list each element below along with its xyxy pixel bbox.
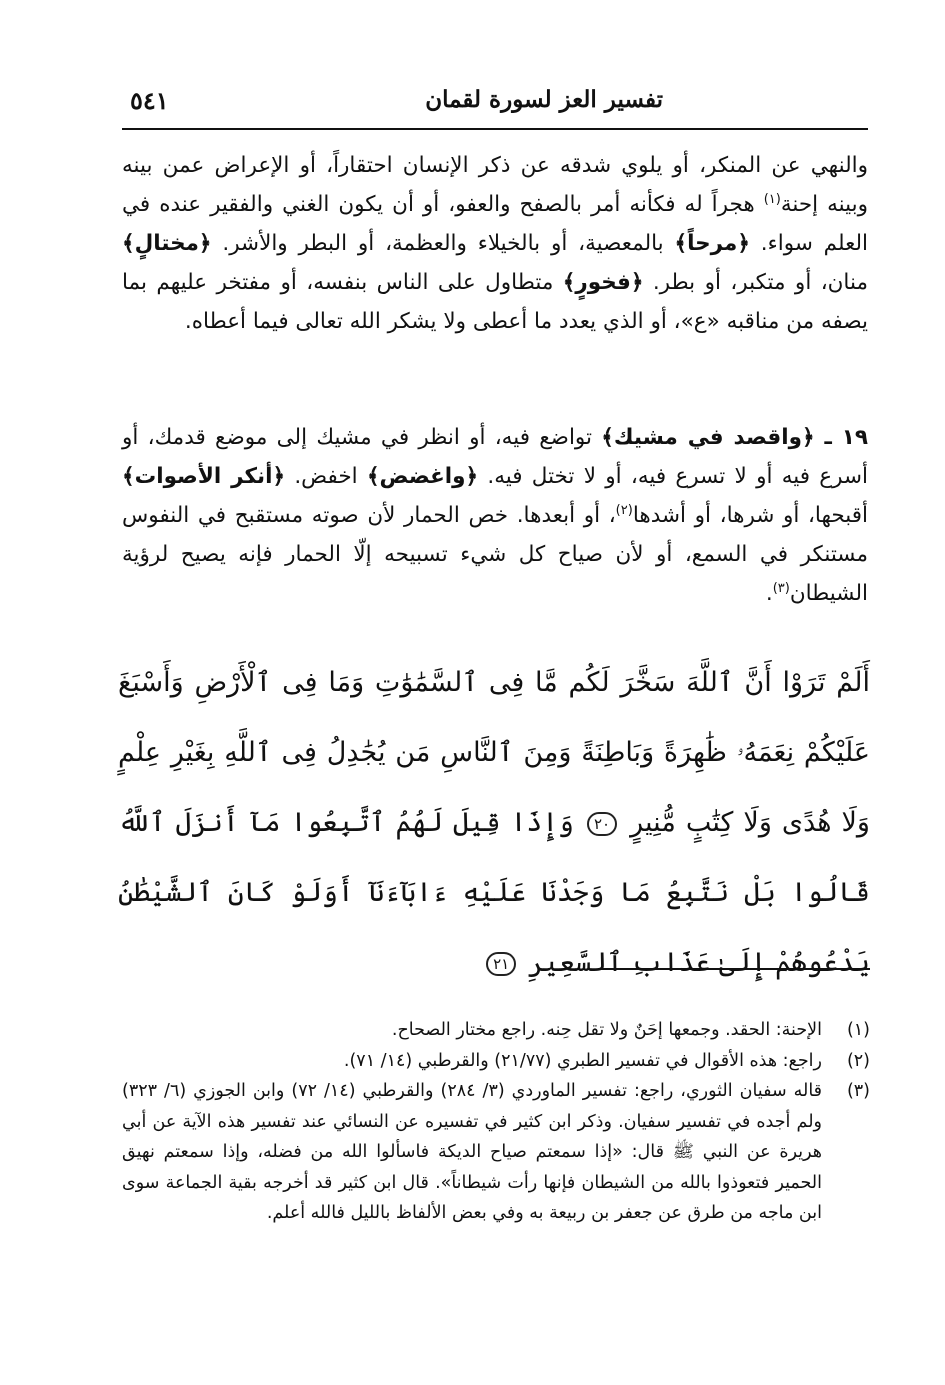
running-header — [122, 78, 868, 130]
text-run: والنهي عن المنكر، أو يلوي شدقه عن ذكر الإنسان احتقاراً، أو الإعراض عمن بينه وبينه إحنة — [122, 153, 868, 217]
footnote-item — [122, 1015, 870, 1046]
header-title: تفسير العز لسورة لقمان — [425, 86, 663, 113]
text-run: هجراً له فكأنه أمر بالصفح والعفو، أو أن يكون الغني والفقير عنده في العلم سواء. — [122, 192, 868, 256]
footnote-number: (٢) — [846, 1050, 870, 1071]
footnote-number: (١) — [846, 1020, 870, 1040]
footnotes — [122, 1015, 870, 1229]
footnote-ref-3: (٣) — [772, 580, 790, 596]
footnote-number: (٣) — [846, 1081, 870, 1101]
text-run: بالمعصية، أو بالخيلاء والعظمة، أو البطر والأشر. — [211, 231, 675, 256]
footnote-ref-2: (٢) — [615, 502, 633, 518]
ayah-number-marker: ٢١ — [486, 952, 516, 976]
quranic-term: ﴿فخورٍ﴾ — [562, 270, 644, 295]
text-run: . — [765, 581, 773, 606]
footnote-item — [122, 1076, 870, 1229]
quranic-term: ﴿مختالٍ﴾ — [122, 231, 212, 256]
ayah-number-marker: ٢٠ — [587, 812, 617, 836]
quranic-term: ﴿أنكر الأصوات﴾ — [122, 464, 286, 489]
text-run: متطاول على الناس بنفسه، أو مفتخر عليهم بما يصفه من مناقبه «ع»، أو الذي يعدد ما أعطى ولا يشكر الله تعالى فيما أعطاه. — [122, 270, 868, 334]
quran-verses — [118, 648, 870, 998]
footnote-text: الإحنة: الحقد. وجمعها إحَنٌ ولا تقل حِنه. راجع مختار الصحاح. — [391, 1020, 822, 1040]
footnote-separator — [598, 968, 870, 970]
footnote-text: قاله سفيان الثوري، راجع: تفسير الماوردي (٣/ ٢٨٤) والقرطبي (١٤/ ٧٢) وابن الجوزي (٦/ ٣٢٣) ولم أجده في تفسير سفيان. وذكر ابن كثير في تفسيره عن النسائي عند تفسير هذه الآية عن أبي هريرة عن النبي ﷺ قال: «إذا سمعتم صياح الديكة فاسألوا الله من فضله، وإذا سمعتم نهيق الحمير فتعوذوا بالله من الشيطان فإنها رأت شيطاناً». قال ابن كثير قد أخرجه بقية الجماعة سوى ابن ماجه من طرق عن جعفر بن ربيعة به وفي بعض الألفاظ بالليل فالله أعلم. — [122, 1081, 823, 1223]
verse-21-text: وَإِذَا قِيلَ لَهُمُ ٱتَّبِعُوا مَآ أَنزَلَ ٱللَّهُ قَالُوا بَلْ نَتَّبِعُ مَا وَجَدْنَا عَلَيْهِ ءَابَآءَنَآ أَوَلَوْ كَانَ ٱلشَّيْطَٰنُ يَدْعُوهُمْ إِلَىٰ عَذَابِ ٱلسَّعِيرِ — [118, 807, 870, 978]
paragraph-commentary-18 — [122, 146, 868, 341]
text-run: منان، أو متكبر، أو بطر. — [643, 270, 868, 295]
text-run: أقبحها، أو شرها، أو أشدها — [632, 503, 869, 528]
quranic-term: ﴿واغضض﴾ — [366, 464, 479, 489]
footnote-item — [122, 1046, 870, 1077]
footnote-text: راجع: هذه الأقوال في تفسير الطبري (٢١/٧٧) والقرطبي (١٤/ ٧١). — [343, 1050, 822, 1071]
text-run: اخفض. — [285, 464, 367, 489]
quranic-term: ﴿مرحاً﴾ — [674, 231, 750, 256]
text-run: تواضع فيه، أو انظر في مشيك إلى موضع قدمك، أو أسرع فيه أو لا تسرع فيه، أو لا تختل فيه. — [122, 425, 868, 489]
text-run: ، أو أبعدها. خص الحمار لأن صوته مستقبح في النفوس مستنكر في السمع، أو لأن صياح كل شيء تسبيحه إلّا الحمار فإنه يصيح لرؤية الشيطان — [122, 503, 868, 606]
footnote-ref-1: (١) — [763, 191, 781, 207]
page-number: ٥٤١ — [130, 86, 169, 115]
paragraph-commentary-19 — [122, 418, 868, 613]
verse-20-text: أَلَمْ تَرَوْا أَنَّ ٱللَّهَ سَخَّرَ لَكُم مَّا فِى ٱلسَّمَٰوَٰتِ وَمَا فِى ٱلْأَرْضِ وَأَسْبَغَ عَلَيْكُمْ نِعَمَهُۥ ظَٰهِرَةً وَبَاطِنَةً وَمِنَ ٱلنَّاسِ مَن يُجَٰدِلُ فِى ٱللَّهِ بِغَيْرِ عِلْمٍ وَلَا هُدًى وَلَا كِتَٰبٍ مُّنِيرٍ — [118, 667, 870, 838]
verse-lead: ١٩ ـ ﴿واقصد في مشيك﴾ — [601, 425, 868, 450]
